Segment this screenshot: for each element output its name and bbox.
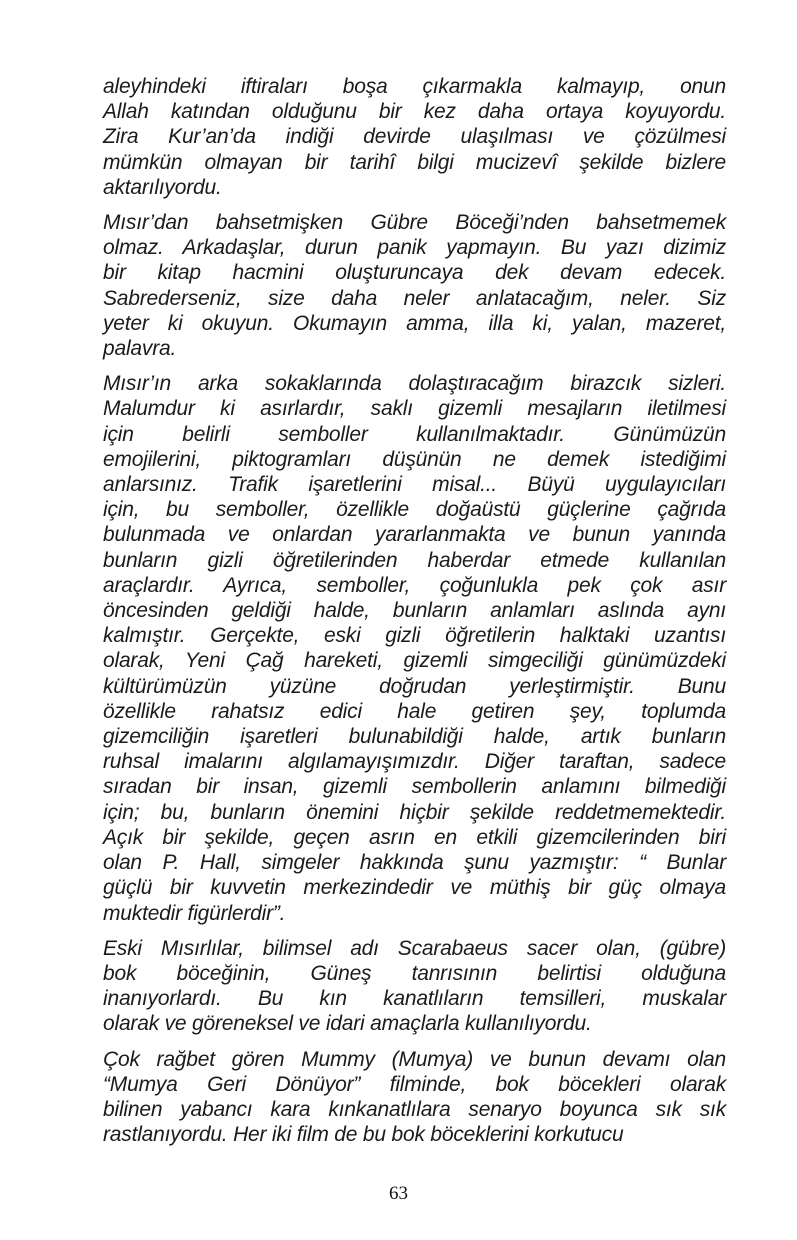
text-line: bir kitap hacmini oluşturuncaya dek devam edecek. <box>103 261 726 285</box>
text-line: mümkün olmayan bir tarihî bilgi mucizevî şekilde bizlere <box>103 150 726 174</box>
text-line: için, bu semboller, özellikle doğaüstü güçlerine çağrıda <box>103 498 726 522</box>
text-line: inanıyorlardı. Bu kın kanatlıların temsilleri, muskalar <box>103 987 726 1011</box>
text-line: bunların gizli öğretilerinden haberdar etmede kullanılan <box>103 548 726 572</box>
text-line: Sabrederseniz, size daha neler anlatacağım, neler. Siz <box>103 286 726 310</box>
text-line: aktarılıyordu. <box>103 175 222 199</box>
text-line: özellikle rahatsız edici hale getiren şey, toplumda <box>103 699 726 723</box>
text-line: rastlanıyordu. Her iki film de bu bok böceklerini korkutucu <box>103 1123 624 1147</box>
text-line: ruhsal imalarını algılamayışımızdır. Diğer taraftan, sadece <box>103 750 726 774</box>
paragraph <box>103 371 726 925</box>
text-line: araçlardır. Ayrıca, semboller, çoğunlukla pek çok asır <box>103 573 726 597</box>
text-line: olan P. Hall, simgeler hakkında şunu yazmıştır: “ Bunlar <box>103 851 726 875</box>
paragraph <box>103 936 726 1037</box>
text-line: olarak ve göreneksel ve idari amaçlarla kullanılıyordu. <box>103 1012 592 1036</box>
text-line: aleyhindeki iftiraları boşa çıkarmakla kalmayıp, onun <box>103 75 726 98</box>
text-line: bulunmada ve onlardan yararlanmakta ve bunun yanında <box>103 523 726 547</box>
paragraph <box>103 1047 726 1148</box>
text-line: olarak, Yeni Çağ hareketi, gizemli simgeciliği günümüzdeki <box>103 649 726 673</box>
text-line: Çok rağbet gören Mummy (Mumya) ve bunun devamı olan <box>103 1047 726 1071</box>
text-line: Mısır’dan bahsetmişken Gübre Böceği’nden bahsetmemek <box>103 211 726 235</box>
text-line: Eski Mısırlılar, bilimsel adı Scarabaeus sacer olan, (gübre) <box>103 936 726 960</box>
text-line: kültürümüzün yüzüne doğrudan yerleştirmiştir. Bunu <box>103 674 726 698</box>
text-line: anlarsınız. Trafik işaretlerini misal... Büyü uygulayıcıları <box>103 473 726 497</box>
text-line: Mısır’ın arka sokaklarında dolaştıracağım birazcık sizleri. <box>103 372 726 396</box>
text-line: Malumdur ki asırlardır, saklı gizemli mesajların iletilmesi <box>103 397 726 421</box>
text-line: Açık bir şekilde, geçen asrın en etkili gizemcilerinden biri <box>103 825 726 849</box>
page-number: 63 <box>389 1183 408 1204</box>
text-line: muktedir figürlerdir”. <box>103 901 286 925</box>
text-line: Zira Kur’an’da indiği devirde ulaşılması ve çözülmesi <box>103 125 726 149</box>
text-line: “Mumya Geri Dönüyor” filminde, bok böcekleri olarak <box>103 1072 726 1096</box>
text-line: sıradan bir insan, gizemli sembollerin anlamını bilmediği <box>103 775 726 799</box>
page-text <box>103 74 726 1157</box>
text-line: öncesinden geldiği halde, bunların anlamları aslında aynı <box>103 599 726 623</box>
paragraph <box>103 210 726 361</box>
text-line: palavra. <box>103 337 177 361</box>
text-line: gizemciliğin işaretleri bulunabildiği halde, artık bunların <box>103 725 726 749</box>
text-line: bok böceğinin, Güneş tanrısının belirtisi olduğuna <box>103 961 726 985</box>
text-line: yeter ki okuyun. Okumayın amma, illa ki, yalan, mazeret, <box>103 311 726 335</box>
text-line: olmaz. Arkadaşlar, durun panik yapmayın. Bu yazı dizimiz <box>103 236 726 260</box>
text-line: için belirli semboller kullanılmaktadır. Günümüzün <box>103 422 726 446</box>
text-line: güçlü bir kuvvetin merkezindedir ve müthiş bir güç olmaya <box>103 876 726 900</box>
text-line: için; bu, bunların önemini hiçbir şekilde reddetmemektedir. <box>103 800 726 824</box>
text-line: Allah katından olduğunu bir kez daha ortaya koyuyordu. <box>103 100 726 124</box>
text-line: bilinen yabancı kara kınkanatlılara senaryo boyunca sık sık <box>103 1097 726 1121</box>
text-line: emojilerini, piktogramları düşünün ne demek istediğimi <box>103 447 726 471</box>
text-line: kalmıştır. Gerçekte, eski gizli öğretilerin halktaki uzantısı <box>103 624 726 648</box>
paragraph <box>103 74 726 200</box>
